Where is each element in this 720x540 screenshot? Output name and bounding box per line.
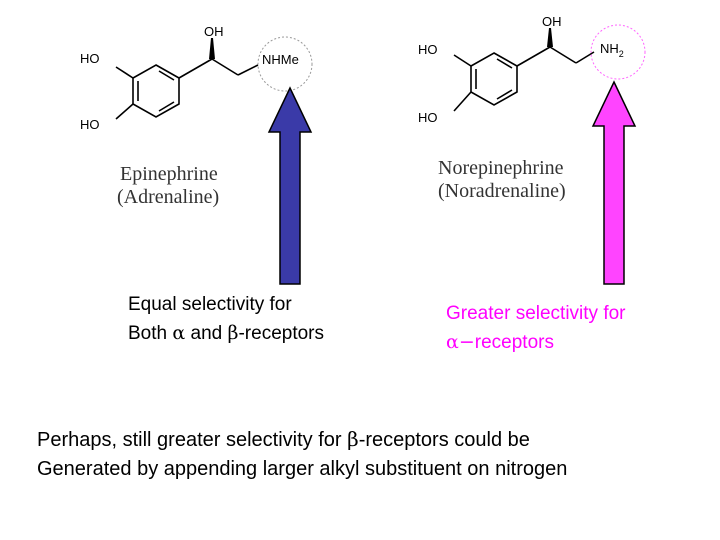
conclusion-text-part: -receptors could be: [358, 429, 530, 451]
beta-symbol: β: [227, 322, 239, 344]
amine-subscript: 2: [618, 49, 624, 59]
caption-text: -receptors: [238, 323, 324, 344]
epinephrine-name-line1: Epinephrine: [120, 163, 218, 185]
hydroxyl-label: OH: [542, 14, 562, 29]
caption-text: Both: [128, 323, 173, 344]
dash-symbol: −: [458, 331, 475, 353]
hydroxy-top-label: HO: [418, 42, 438, 57]
alpha-symbol: α: [172, 322, 186, 344]
norepinephrine-name: [438, 157, 566, 203]
amine-symbol: NH: [600, 41, 619, 56]
amine-label: [600, 41, 624, 59]
norepinephrine-arrow: [589, 80, 639, 286]
conclusion-text: [37, 425, 717, 484]
norepinephrine-caption-line2: [446, 328, 626, 357]
epinephrine-name: [117, 163, 220, 209]
epinephrine-name-line2: (Adrenaline): [117, 186, 220, 208]
caption-text: receptors: [474, 332, 554, 353]
conclusion-line2: Generated by appending larger alkyl substituent on nitrogen: [37, 458, 568, 480]
epinephrine-caption-line1: Equal selectivity for: [128, 294, 292, 315]
caption-text: and: [185, 323, 228, 344]
norepinephrine-caption: [446, 299, 626, 357]
conclusion-line1: [37, 425, 717, 455]
epinephrine-arrow: [265, 86, 315, 286]
epinephrine-caption-line2: [128, 319, 324, 348]
beta-symbol: β: [347, 427, 359, 451]
norepinephrine-name-line2: (Noradrenaline): [438, 180, 566, 202]
epinephrine-caption: [128, 290, 324, 348]
norepinephrine-name-line1: Norepinephrine: [438, 157, 564, 179]
amine-label: NHMe: [262, 52, 299, 67]
norepinephrine-caption-line1: Greater selectivity for: [446, 303, 626, 324]
hydroxyl-label: OH: [204, 24, 224, 39]
hydroxy-bottom-label: HO: [418, 110, 438, 125]
hydroxy-bottom-label: HO: [80, 117, 100, 132]
alpha-symbol: α: [446, 331, 459, 353]
conclusion-text-part: Perhaps, still greater selectivity for: [37, 429, 348, 451]
hydroxy-top-label: HO: [80, 51, 100, 66]
